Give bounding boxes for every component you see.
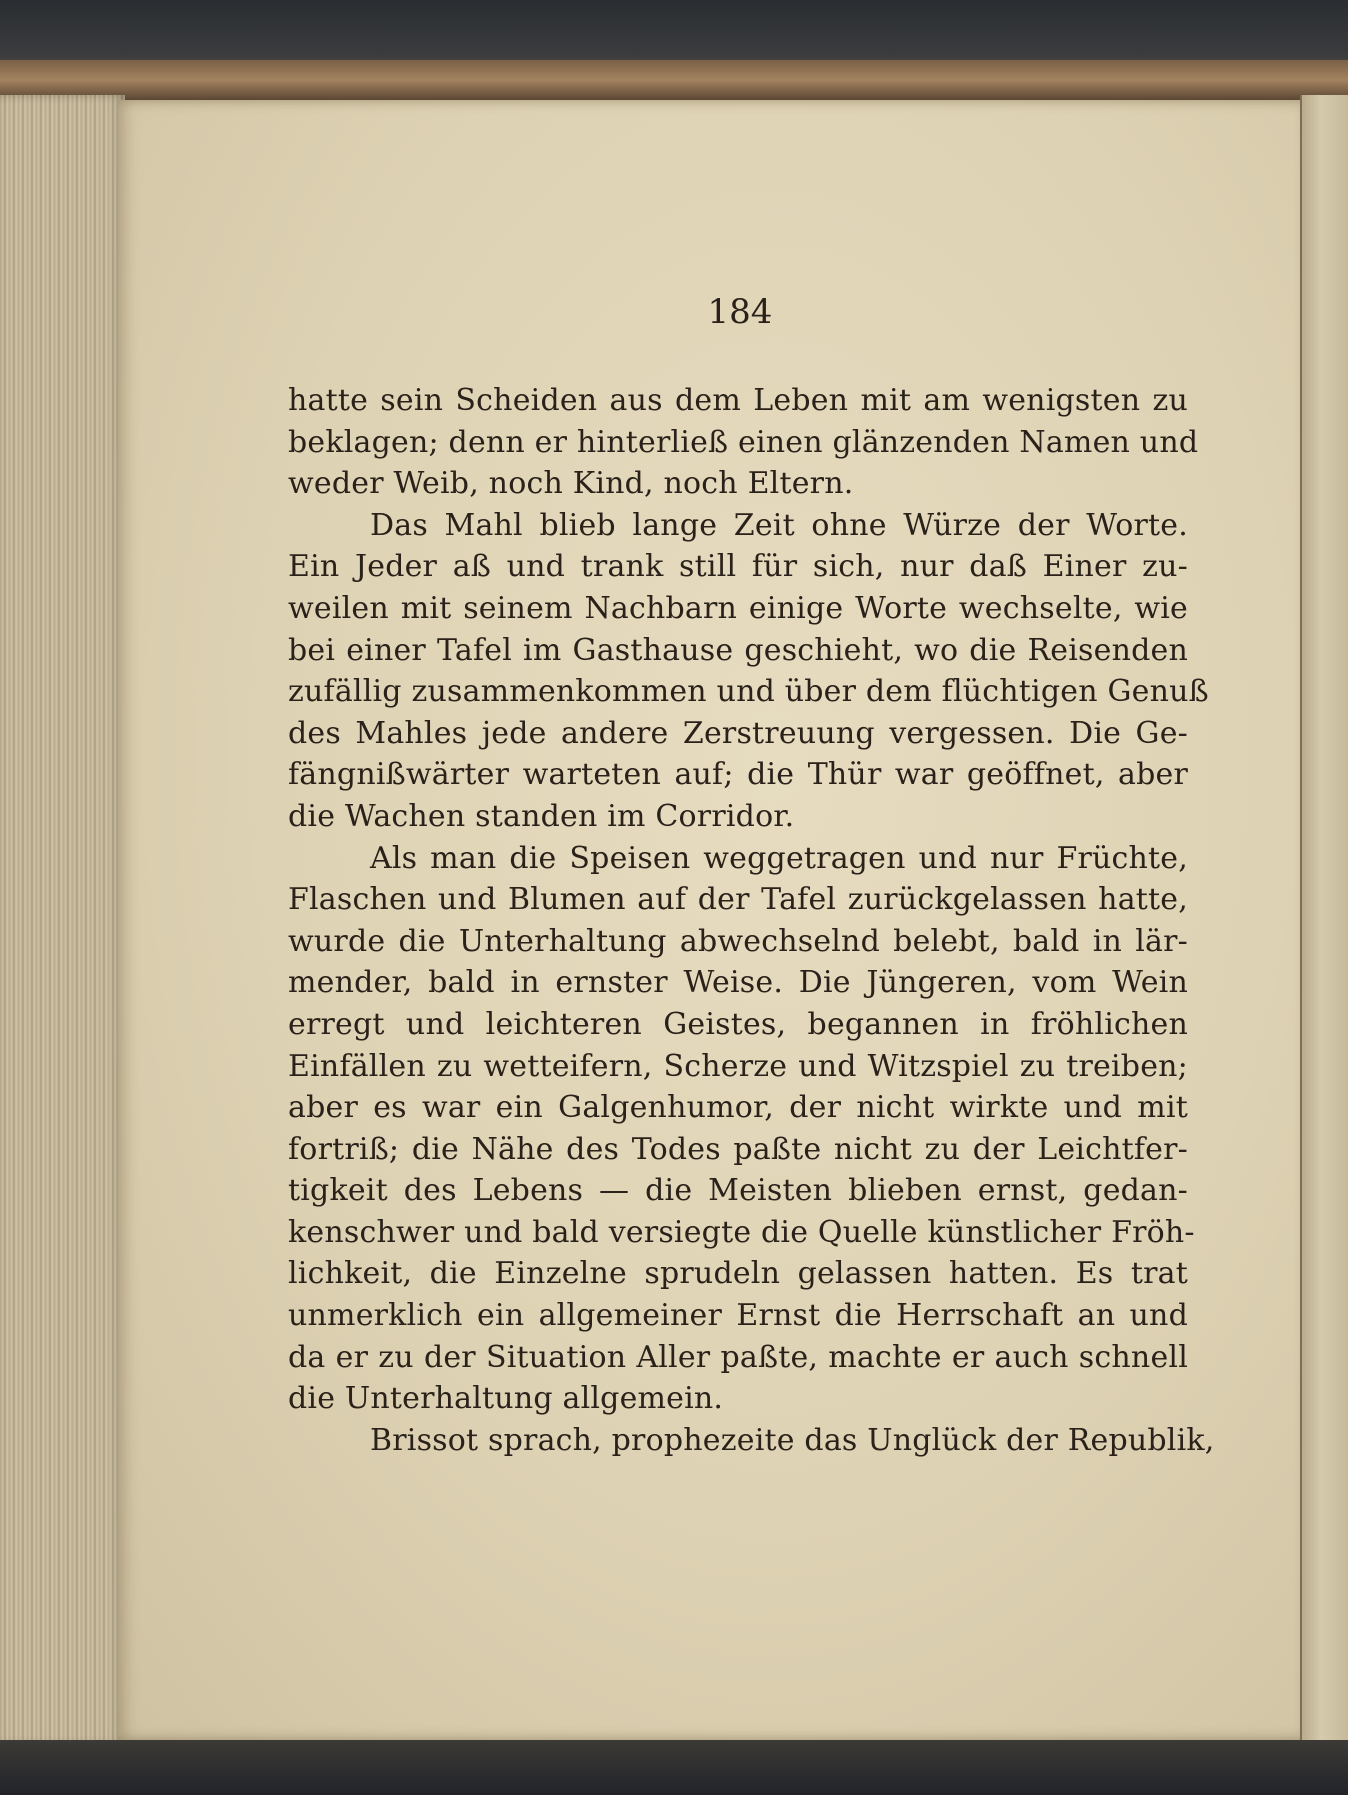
- text-line: mender, bald in ernster Weise. Die Jüngeren, vom Wein: [288, 965, 1188, 1001]
- body-text: [288, 380, 1215, 1461]
- text-line: wurde die Unterhaltung abwechselnd belebt, bald in lär-: [288, 923, 1188, 959]
- text-line: zufällig zusammenkommen und über dem flüchtigen Genuß: [288, 674, 1209, 710]
- text-line: kenschwer und bald versiegte die Quelle künstlicher Fröh-: [288, 1214, 1195, 1250]
- text-line: erregt und leichteren Geistes, begannen in fröhlichen: [288, 1006, 1188, 1042]
- background-bottom: [0, 1740, 1348, 1795]
- text-line: Brissot sprach, prophezeite das Unglück der Republik,: [370, 1422, 1215, 1458]
- text-line: Ein Jeder aß und trank still für sich, nur daß Einer zu-: [288, 549, 1188, 585]
- text-line: fortriß; die Nähe des Todes paßte nicht zu der Leichtfer-: [288, 1131, 1188, 1167]
- facing-page-edge: [1300, 95, 1348, 1755]
- text-line: beklagen; denn er hinterließ einen glänzenden Namen und: [288, 424, 1199, 460]
- text-line: bei einer Tafel im Gasthause geschieht, wo die Reisenden: [288, 632, 1188, 668]
- text-line: tigkeit des Lebens — die Meisten blieben ernst, gedan-: [288, 1173, 1188, 1209]
- text-line: des Mahles jede andere Zerstreuung vergessen. Die Ge-: [288, 715, 1188, 751]
- text-line: Einfällen zu wetteifern, Scherze und Witzspiel zu treiben;: [288, 1048, 1188, 1084]
- text-line: die Wachen standen im Corridor.: [288, 798, 795, 834]
- page-number: 184: [707, 292, 773, 332]
- text-line: Flaschen und Blumen auf der Tafel zurückgelassen hatte,: [288, 882, 1188, 918]
- text-line: da er zu der Situation Aller paßte, machte er auch schnell: [288, 1339, 1188, 1375]
- text-line: weilen mit seinem Nachbarn einige Worte wechselte, wie: [288, 590, 1188, 626]
- text-line: unmerklich ein allgemeiner Ernst die Herrschaft an und: [288, 1298, 1188, 1334]
- book-cover-edge: [0, 60, 1348, 100]
- text-line: Als man die Speisen weggetragen und nur Früchte,: [370, 840, 1188, 876]
- text-line: lichkeit, die Einzelne sprudeln gelassen hatten. Es trat: [288, 1256, 1188, 1292]
- text-line: aber es war ein Galgenhumor, der nicht wirkte und mit: [288, 1090, 1188, 1126]
- text-line: fängnißwärter warteten auf; die Thür war geöffnet, aber: [288, 757, 1188, 793]
- text-line: weder Weib, noch Kind, noch Eltern.: [288, 466, 854, 502]
- text-line: die Unterhaltung allgemein.: [288, 1381, 724, 1417]
- text-line: hatte sein Scheiden aus dem Leben mit am wenigsten zu: [288, 383, 1188, 418]
- page-stack-left: [0, 95, 125, 1745]
- text-line: Das Mahl blieb lange Zeit ohne Würze der Worte.: [370, 507, 1188, 543]
